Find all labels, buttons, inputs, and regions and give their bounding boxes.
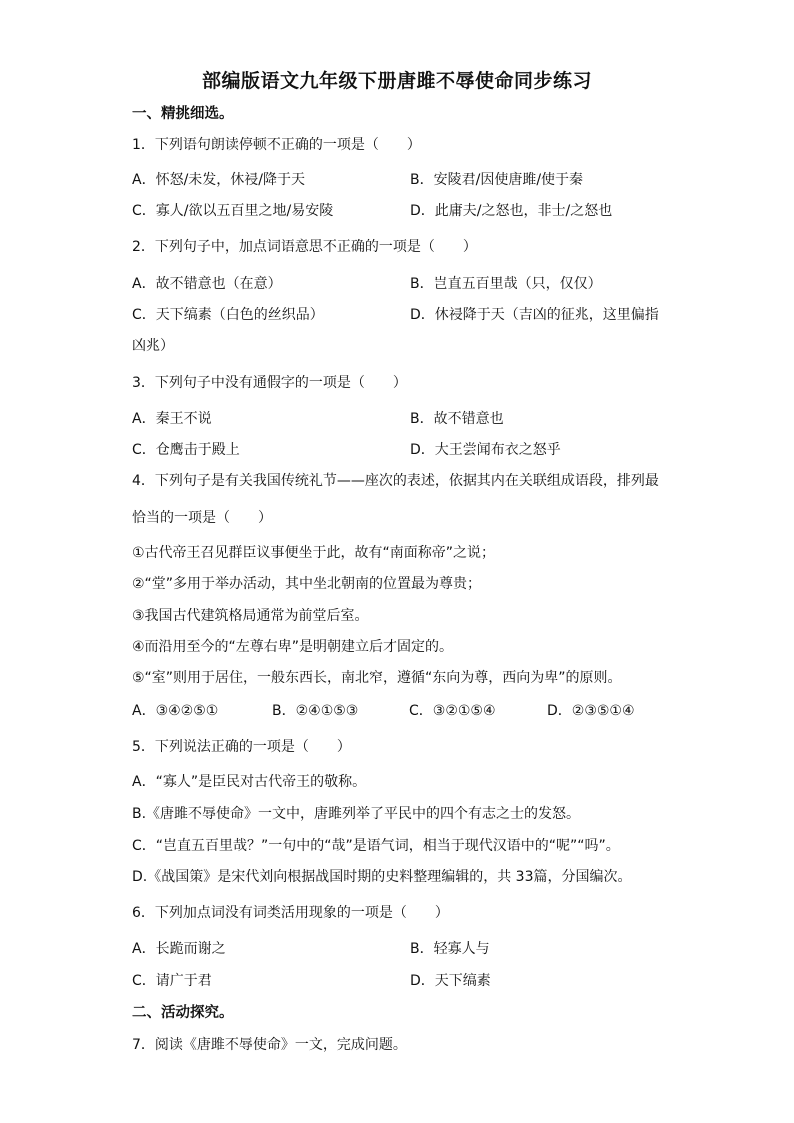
question-6-option-d: D．天下缟素: [410, 973, 491, 989]
question-2-option-d-continued: 凶兆）: [132, 338, 174, 354]
question-4-sentence-2: ②“堂”多用于举办活动，其中坐北朝南的位置最为尊贵；: [132, 576, 482, 592]
question-4-stem: 4．下列句子是有关我国传统礼节——座次的表述，依据其内在关联组成语段，排列最: [132, 473, 659, 489]
section-heading-1: 一、精挑细选。: [132, 106, 234, 122]
question-5-option-b: B.《唐雎不辱使命》一文中，唐雎列举了平民中的四个有志之士的发怒。: [132, 806, 581, 822]
document-title: 部编版语文九年级下册唐雎不辱使命同步练习: [201, 70, 592, 92]
section-heading-2: 二、活动探究。: [132, 1005, 234, 1021]
question-6-option-b: B．轻寡人与: [410, 941, 490, 957]
question-3-option-d: D．大王尝闻布衣之怒乎: [410, 442, 561, 458]
question-4-sentence-4: ④而沿用至今的“左尊右卑”是明朝建立后才固定的。: [132, 639, 454, 655]
question-4-option-a: A．③④②⑤①: [132, 703, 219, 719]
question-6-stem: 6．下列加点词没有词类活用现象的一项是（ ）: [132, 905, 449, 921]
question-5-option-a: A．“寡人”是臣民对古代帝王的敬称。: [132, 774, 367, 790]
question-3-option-c: C．仓鹰击于殿上: [132, 442, 240, 458]
question-2-stem: 2．下列句子中，加点词语意思不正确的一项是（ ）: [132, 239, 477, 255]
question-4-sentence-1: ①古代帝王召见群臣议事便坐于此，故有“南面称帝”之说；: [132, 545, 496, 561]
question-5-option-c: C．“岂直五百里哉？”一句中的“哉”是语气词，相当于现代汉语中的“呢”“吗”。: [132, 838, 620, 854]
question-3-option-b: B．故不错意也: [410, 411, 504, 427]
question-3-option-a: A．秦王不说: [132, 411, 212, 427]
question-1-option-b: B．安陵君/因使唐雎/使于秦: [410, 172, 584, 188]
question-2-option-a: A．故不错意也（在意）: [132, 276, 282, 292]
question-5-stem: 5．下列说法正确的一项是（ ）: [132, 739, 351, 755]
question-4-option-b: B．②④①⑤③: [272, 703, 359, 719]
question-1-stem: 1．下列语句朗读停顿不正确的一项是（ ）: [132, 137, 421, 153]
question-2-option-d: D．休祲降于天（吉凶的征兆，这里偏指: [410, 307, 659, 323]
question-4-option-c: C．③②①⑤④: [409, 703, 496, 719]
question-4-stem-continued: 恰当的一项是（ ）: [132, 510, 272, 526]
question-4-sentence-5: ⑤“室”则用于居住，一般东西长，南北窄，遵循“东向为尊，西向为卑”的原则。: [132, 670, 622, 686]
question-5-option-d: D.《战国策》是宋代刘向根据战国时期的史料整理编辑的，共 33篇，分国编次。: [132, 869, 632, 885]
question-3-stem: 3．下列句子中没有通假字的一项是（ ）: [132, 375, 407, 391]
question-7-stem: 7．阅读《唐雎不辱使命》一文，完成问题。: [132, 1037, 407, 1053]
question-1-option-c: C．寡人/欲以五百里之地/易安陵: [132, 203, 334, 219]
question-2-option-c: C．天下缟素（白色的丝织品）: [132, 307, 324, 323]
question-4-option-d: D．②③⑤①④: [547, 703, 635, 719]
question-1-option-d: D．此庸夫/之怒也，非士/之怒也: [410, 203, 613, 219]
question-1-option-a: A．怀怒/未发，休祲/降于天: [132, 172, 306, 188]
question-6-option-a: A．长跪而谢之: [132, 941, 226, 957]
question-2-option-b: B．岂直五百里哉（只，仅仅）: [410, 276, 602, 292]
question-4-sentence-3: ③我国古代建筑格局通常为前堂后室。: [132, 608, 369, 624]
question-6-option-c: C．请广于君: [132, 973, 212, 989]
